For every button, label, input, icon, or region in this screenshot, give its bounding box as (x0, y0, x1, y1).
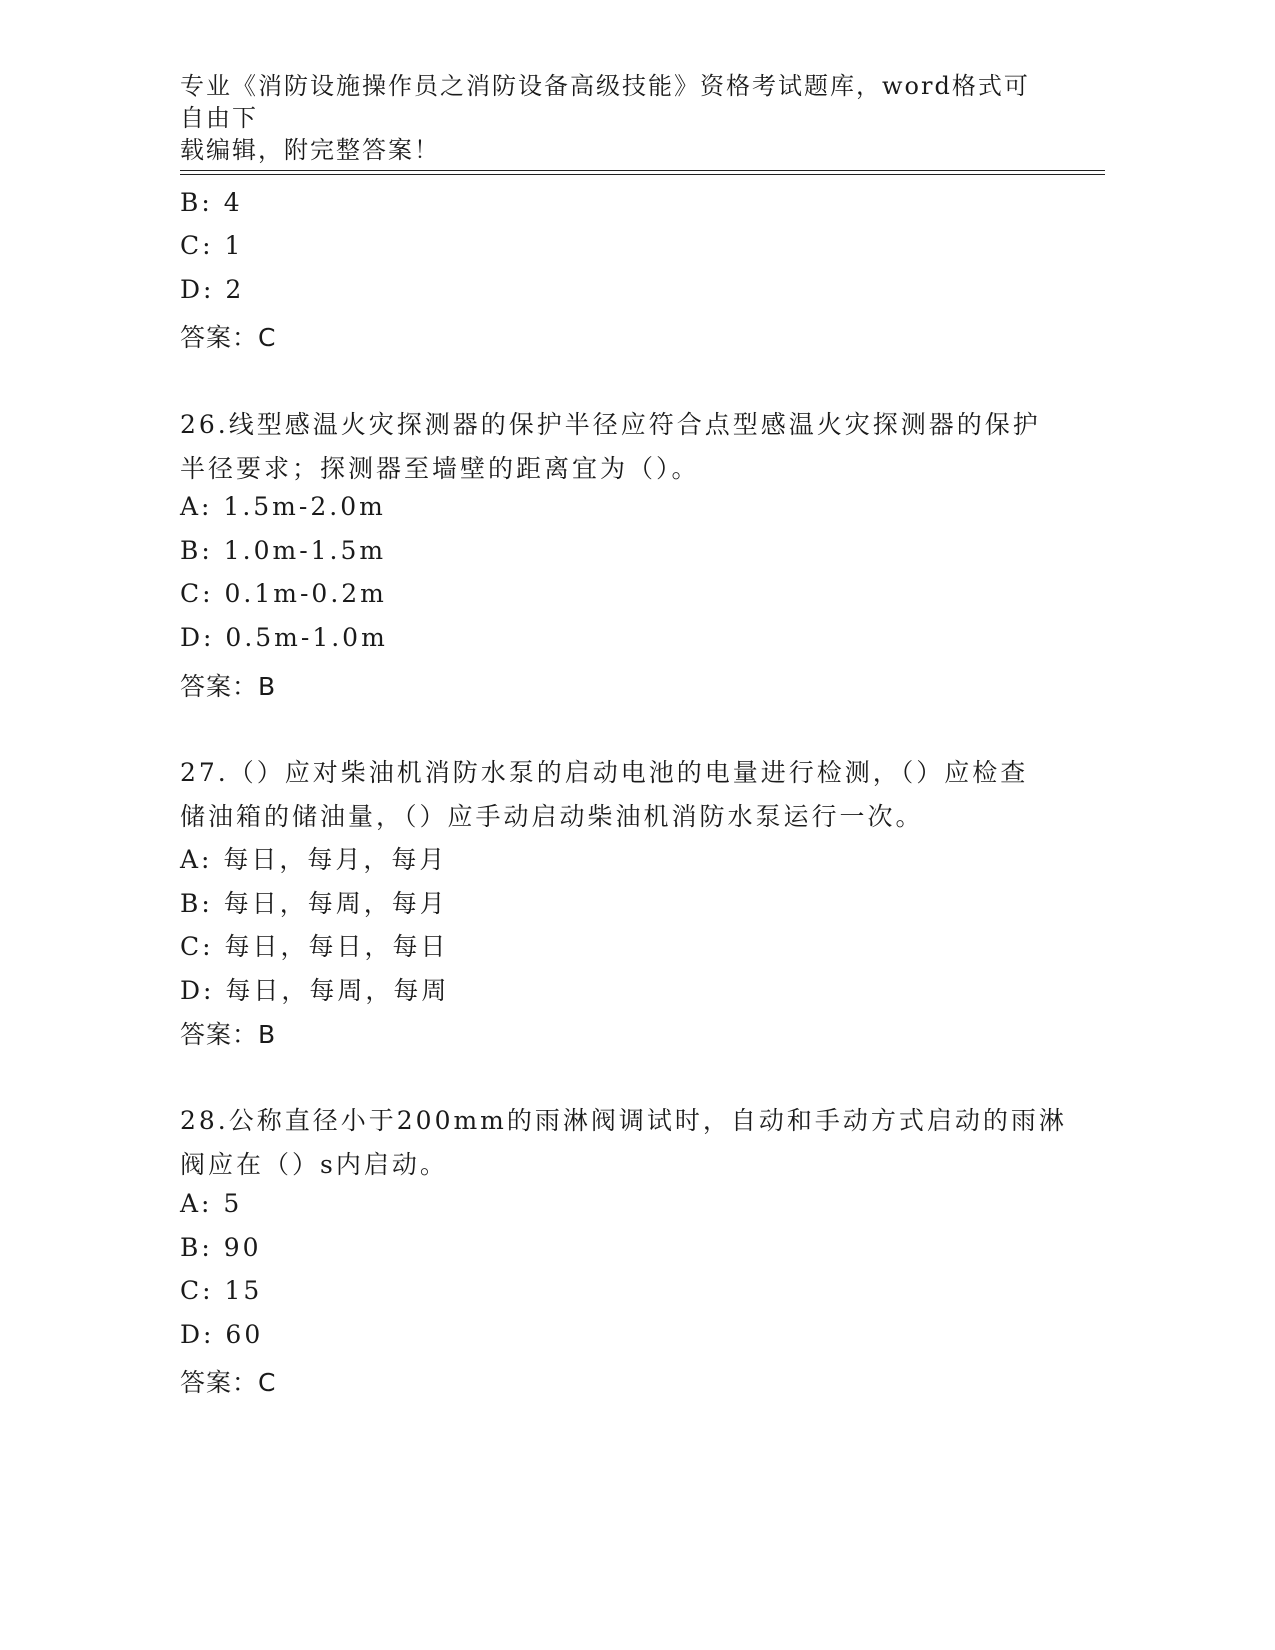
question-stem-line-1: 28.公称直径小于200mm的雨淋阀调试时，自动和手动方式启动的雨淋 (180, 1106, 1067, 1135)
question-stem-line-2: 阀应在（）s内启动。 (180, 1150, 448, 1179)
page-header (180, 70, 1040, 166)
header-title-line-1: 专业《消防设施操作员之消防设备高级技能》资格考试题库，word格式可自由下 (180, 72, 1030, 132)
question-stem-line-2: 储油箱的储油量，（）应手动启动柴油机消防水泵运行一次。 (180, 802, 924, 831)
option-d: D: 60 (180, 1320, 264, 1349)
option-b: B: 90 (180, 1233, 262, 1262)
option-a: A: 1.5m-2.0m (180, 492, 386, 521)
option-a: A: 5 (180, 1189, 243, 1218)
answer: 答案：B (180, 672, 277, 701)
header-rule-bottom (180, 174, 1105, 175)
option-b: B: 1.0m-1.5m (180, 536, 387, 565)
answer: 答案：C (180, 323, 277, 352)
option-d: D: 0.5m-1.0m (180, 623, 388, 652)
header-title-line-2: 载编辑，附完整答案！ (180, 136, 440, 164)
question-stem-line-1: 27.（）应对柴油机消防水泵的启动电池的电量进行检测，（）应检查 (180, 758, 1029, 787)
question-stem-line-1: 26.线型感温火灾探测器的保护半径应符合点型感温火灾探测器的保护 (180, 410, 1041, 439)
option-a: A: 每日，每月，每月 (180, 845, 448, 874)
option-b: B: 4 (180, 188, 243, 217)
option-c: C: 0.1m-0.2m (180, 579, 387, 608)
option-c: C: 15 (180, 1276, 263, 1305)
option-c: C: 每日，每日，每日 (180, 932, 449, 961)
answer: 答案：B (180, 1020, 277, 1049)
header-rule-top (180, 170, 1105, 171)
option-b: B: 每日，每周，每月 (180, 889, 448, 918)
answer: 答案：C (180, 1368, 277, 1397)
question-stem-line-2: 半径要求；探测器至墙壁的距离宜为（）。 (180, 454, 700, 483)
option-c: C: 1 (180, 231, 244, 260)
option-d: D: 每日，每周，每周 (180, 976, 450, 1005)
option-d: D: 2 (180, 275, 245, 304)
